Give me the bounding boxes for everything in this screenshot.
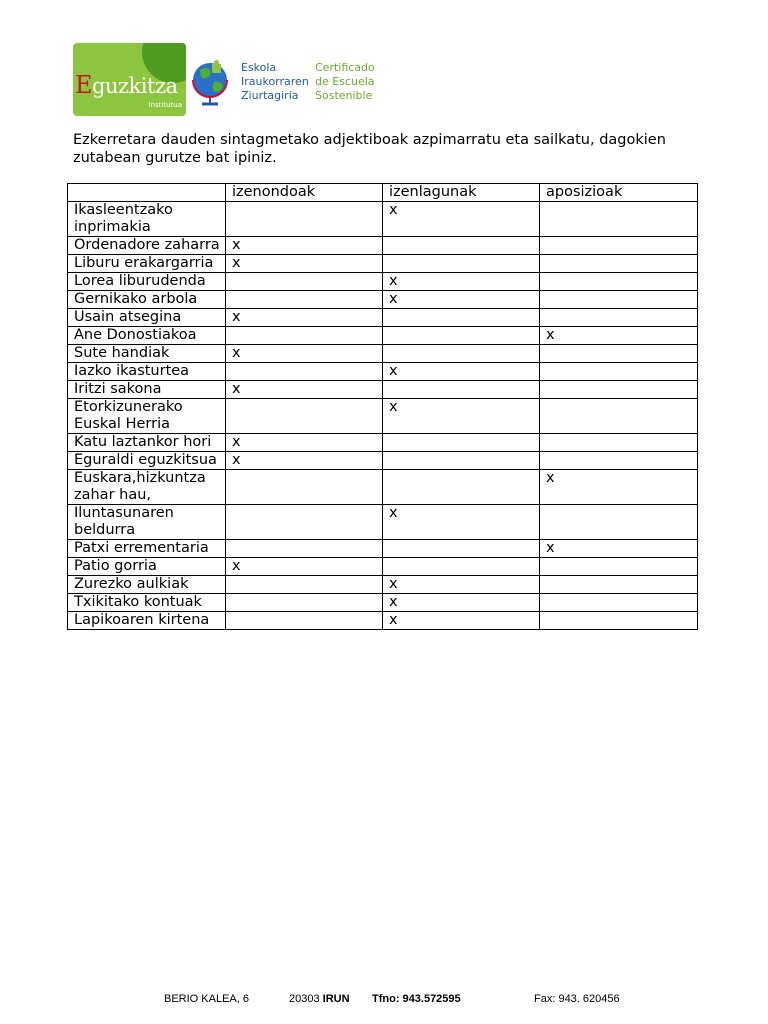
row-cell: [226, 399, 383, 434]
column-header-aposizioak: aposizioak: [540, 184, 698, 202]
row-cell: x: [226, 237, 383, 255]
eguzkitza-logo: [73, 43, 186, 116]
page-footer: [0, 993, 768, 1007]
table-row: [68, 345, 698, 363]
footer-address: BERIO KALEA, 6: [164, 993, 249, 1005]
row-cell: x: [383, 505, 540, 540]
row-term: Liburu erakargarria: [68, 255, 226, 273]
table-row: [68, 237, 698, 255]
row-cell: [540, 202, 698, 237]
row-cell: x: [383, 576, 540, 594]
row-cell: x: [226, 381, 383, 399]
row-cell: x: [540, 540, 698, 558]
row-cell: [226, 612, 383, 630]
row-term: Iluntasunaren beldurra: [68, 505, 226, 540]
row-cell: x: [540, 327, 698, 345]
row-term: Patio gorria: [68, 558, 226, 576]
row-term: Eguraldi eguzkitsua: [68, 452, 226, 470]
row-cell: [383, 470, 540, 505]
table-header-row: [68, 184, 698, 202]
row-cell: [540, 505, 698, 540]
row-cell: x: [383, 399, 540, 434]
row-cell: [540, 273, 698, 291]
row-term: Zurezko aulkiak: [68, 576, 226, 594]
column-header-term: [68, 184, 226, 202]
row-cell: x: [383, 594, 540, 612]
table-row: [68, 202, 698, 237]
row-cell: [226, 594, 383, 612]
footer-phone: Tfno: 943.572595: [372, 993, 461, 1005]
row-cell: [540, 612, 698, 630]
eskola-label: Eskola Iraukorraren Ziurtagiria: [241, 61, 309, 102]
table-row: [68, 470, 698, 505]
row-cell: [540, 309, 698, 327]
row-cell: [540, 558, 698, 576]
table-row: [68, 434, 698, 452]
row-term: Etorkizunerako Euskal Herria: [68, 399, 226, 434]
row-cell: x: [226, 434, 383, 452]
row-cell: [226, 273, 383, 291]
row-term: Ordenadore zaharra: [68, 237, 226, 255]
row-cell: [383, 237, 540, 255]
row-cell: [540, 345, 698, 363]
row-cell: x: [383, 202, 540, 237]
table-row: [68, 273, 698, 291]
row-cell: x: [383, 363, 540, 381]
logo-subtitle: Institutua: [148, 101, 182, 109]
row-cell: [226, 540, 383, 558]
table-row: [68, 576, 698, 594]
row-cell: x: [383, 273, 540, 291]
row-cell: x: [226, 309, 383, 327]
row-term: Euskara,hizkuntza zahar hau,: [68, 470, 226, 505]
row-cell: [383, 327, 540, 345]
certificado-label: Certificado de Escuela Sostenible: [315, 61, 375, 102]
table-row: [68, 594, 698, 612]
row-cell: [383, 558, 540, 576]
classification-table: [67, 183, 698, 630]
row-term: Gernikako arbola: [68, 291, 226, 309]
row-cell: x: [226, 558, 383, 576]
row-term: Ikasleentzako inprimakia: [68, 202, 226, 237]
row-cell: [540, 237, 698, 255]
row-cell: [383, 255, 540, 273]
table-row: [68, 255, 698, 273]
row-cell: [540, 381, 698, 399]
row-cell: [383, 540, 540, 558]
row-term: Lorea liburudenda: [68, 273, 226, 291]
logo-brand-text: Eguzkitza: [75, 71, 178, 99]
row-cell: [540, 363, 698, 381]
column-header-izenondoak: izenondoak: [226, 184, 383, 202]
row-term: Patxi errementaria: [68, 540, 226, 558]
table-row: [68, 327, 698, 345]
row-cell: [383, 452, 540, 470]
row-cell: x: [383, 612, 540, 630]
table-row: [68, 363, 698, 381]
row-cell: [383, 345, 540, 363]
table-row: [68, 612, 698, 630]
footer-fax: Fax: 943. 620456: [534, 993, 620, 1005]
footer-city: 20303 IRUN: [289, 993, 350, 1005]
table-body: [68, 202, 698, 630]
table-row: [68, 540, 698, 558]
row-cell: [540, 452, 698, 470]
row-cell: [540, 399, 698, 434]
row-term: Iritzi sakona: [68, 381, 226, 399]
table-row: [68, 381, 698, 399]
row-term: Sute handiak: [68, 345, 226, 363]
row-cell: [226, 202, 383, 237]
row-cell: [226, 470, 383, 505]
row-cell: [226, 363, 383, 381]
row-term: Ane Donostiakoa: [68, 327, 226, 345]
row-cell: [540, 291, 698, 309]
table-row: [68, 505, 698, 540]
table-row: [68, 452, 698, 470]
row-cell: [226, 291, 383, 309]
row-cell: x: [226, 345, 383, 363]
table-row: [68, 558, 698, 576]
row-term: Iazko ikasturtea: [68, 363, 226, 381]
row-term: Lapikoaren kirtena: [68, 612, 226, 630]
row-cell: [540, 255, 698, 273]
row-term: Usain atsegina: [68, 309, 226, 327]
row-cell: [383, 309, 540, 327]
table-row: [68, 309, 698, 327]
row-cell: [383, 434, 540, 452]
row-cell: [226, 505, 383, 540]
row-cell: [540, 434, 698, 452]
row-cell: x: [540, 470, 698, 505]
table-row: [68, 291, 698, 309]
row-cell: x: [226, 452, 383, 470]
row-cell: [383, 381, 540, 399]
row-term: Txikitako kontuak: [68, 594, 226, 612]
row-cell: [226, 576, 383, 594]
globe-puzzle-icon: [190, 58, 232, 110]
exercise-instruction: Ezkerretara dauden sintagmetako adjektiboak azpimarratu eta sailkatu, dagokien zutabean gurutze bat ipiniz.: [73, 132, 666, 166]
row-cell: x: [226, 255, 383, 273]
column-header-izenlagunak: izenlagunak: [383, 184, 540, 202]
table-row: [68, 399, 698, 434]
row-cell: x: [383, 291, 540, 309]
row-term: Katu laztankor hori: [68, 434, 226, 452]
row-cell: [540, 576, 698, 594]
row-cell: [226, 327, 383, 345]
row-cell: [540, 594, 698, 612]
